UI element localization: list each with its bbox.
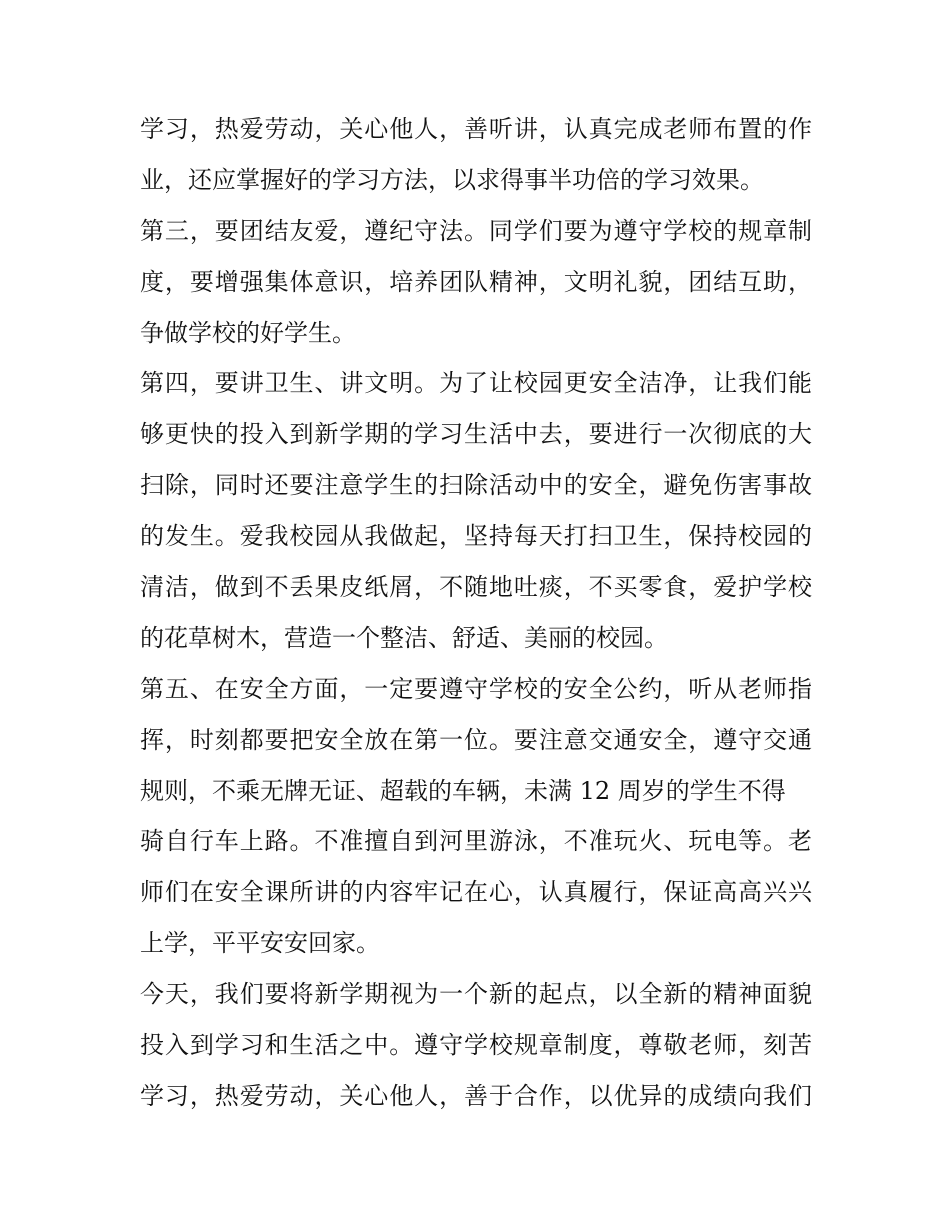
text-line: 够更快的投入到新学期的学习生活中去，要进行一次彻底的大 bbox=[140, 420, 812, 449]
text-line: 今天，我们要将新学期视为一个新的起点，以全新的精神面貌 bbox=[140, 980, 812, 1009]
text-line: 争做学校的好学生。 bbox=[140, 318, 356, 347]
body-text bbox=[140, 104, 812, 1122]
text-line: 骑自行车上路。不准擅自到河里游泳，不准玩火、玩电等。老 bbox=[140, 827, 812, 856]
text-line: 第五、在安全方面，一定要遵守学校的安全公约，听从老师指 bbox=[140, 674, 812, 703]
text-line: 业，还应掌握好的学习方法，以求得事半功倍的学习效果。 bbox=[140, 165, 764, 194]
text-line: 投入到学习和生活之中。遵守学校规章制度，尊敬老师，刻苦 bbox=[140, 1031, 812, 1060]
text-line: 扫除，同时还要注意学生的扫除活动中的安全，避免伤害事故 bbox=[140, 471, 812, 500]
text-line: 挥，时刻都要把安全放在第一位。要注意交通安全，遵守交通 bbox=[140, 725, 812, 754]
text-line: 学习，热爱劳动，关心他人，善听讲，认真完成老师布置的作 bbox=[140, 115, 812, 143]
text-line: 规则，不乘无牌无证、超载的车辆，未满 12 周岁的学生不得 bbox=[140, 776, 786, 805]
text-line: 的花草树木，营造一个整洁、舒适、美丽的校园。 bbox=[140, 623, 668, 652]
text-line: 清洁，做到不丢果皮纸屑，不随地吐痰，不买零食，爱护学校 bbox=[140, 573, 812, 602]
text-line: 上学，平平安安回家。 bbox=[140, 929, 380, 958]
text-line: 的发生。爱我校园从我做起，坚持每天打扫卫生，保持校园的 bbox=[140, 522, 812, 551]
text-line: 学习，热爱劳动，关心他人，善于合作，以优异的成绩向我们 bbox=[140, 1081, 812, 1110]
text-line: 第四，要讲卫生、讲文明。为了让校园更安全洁净，让我们能 bbox=[140, 369, 812, 398]
text-line: 第三，要团结友爱，遵纪守法。同学们要为遵守学校的规章制 bbox=[140, 216, 812, 245]
text-line: 度，要增强集体意识，培养团队精神，文明礼貌，团结互助， bbox=[140, 267, 812, 296]
text-line: 师们在安全课所讲的内容牢记在心，认真履行，保证高高兴兴 bbox=[140, 878, 812, 907]
